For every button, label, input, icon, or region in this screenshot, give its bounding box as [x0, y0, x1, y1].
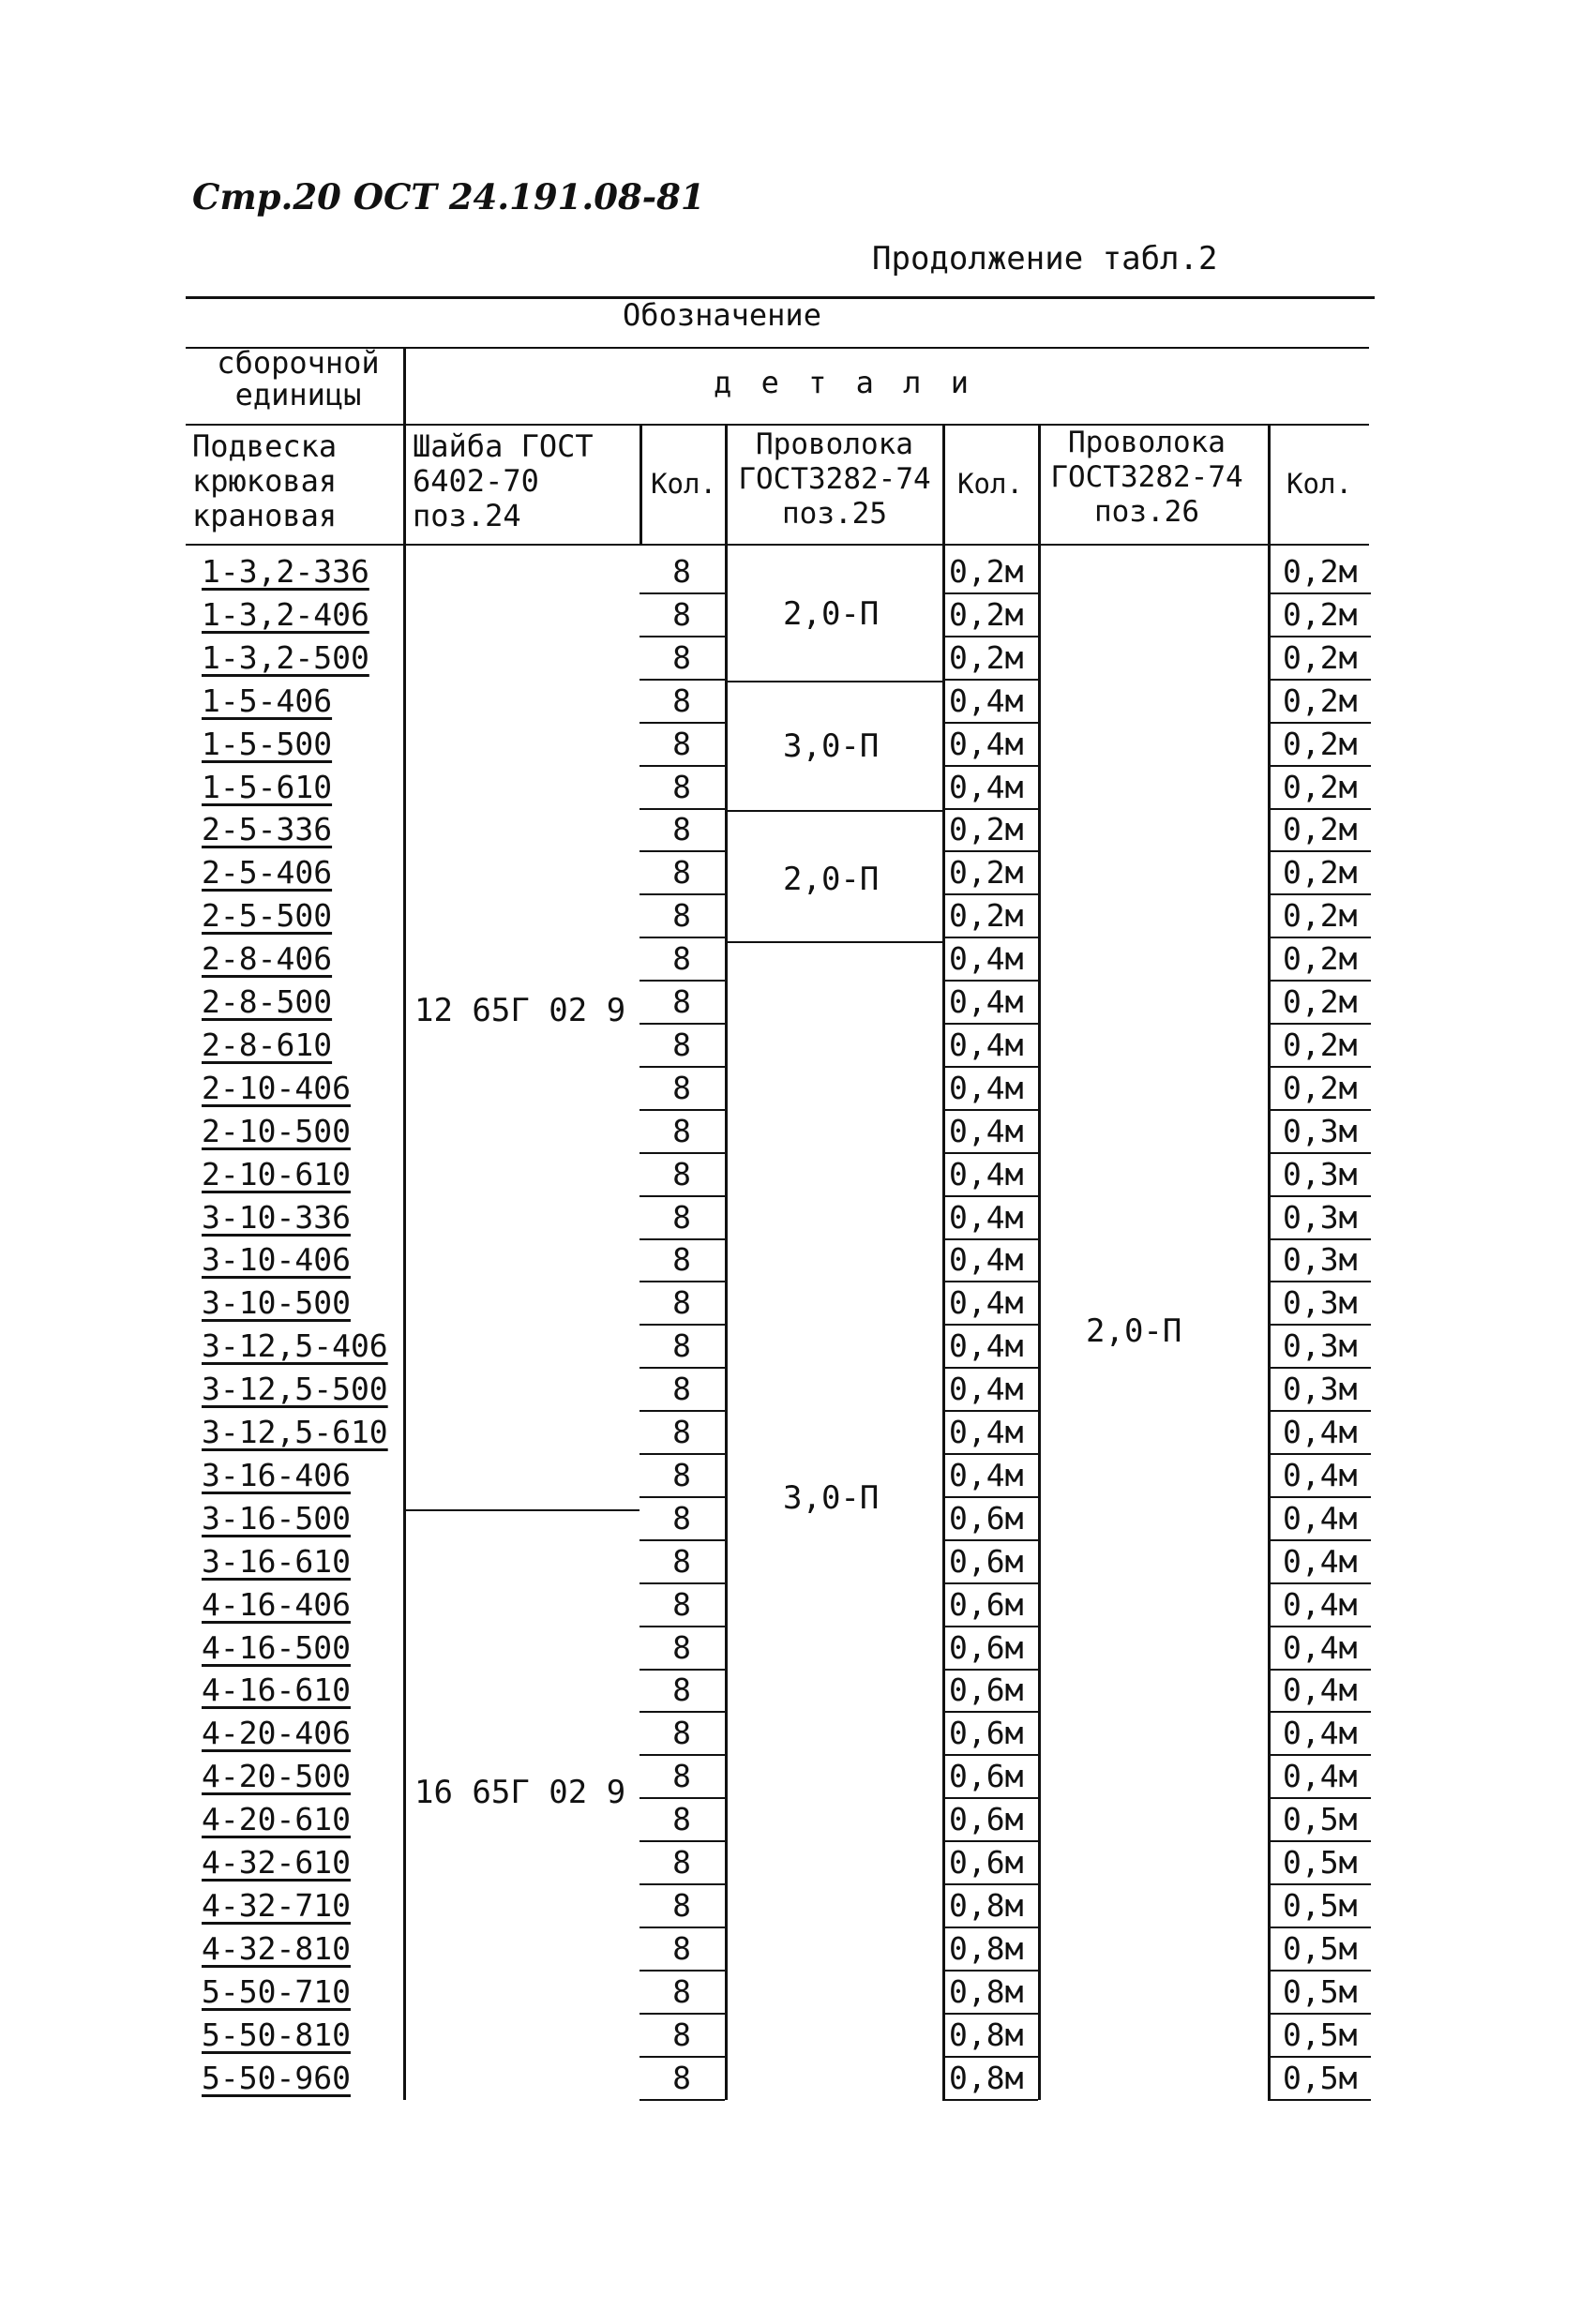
row-wire25-qty: 0,2м [949, 811, 1024, 847]
row-wire26-qty: 0,4м [1283, 1500, 1358, 1537]
row-cell-rule [1268, 1238, 1371, 1240]
row-cell-rule [1268, 1281, 1371, 1282]
row-wire26-qty: 0,3м [1283, 1327, 1358, 1364]
row-code: 3-16-610 [202, 1543, 351, 1580]
row-cell-rule [1268, 850, 1371, 852]
row-wire25-qty: 0,2м [949, 897, 1024, 934]
row-wire26-qty: 0,4м [1283, 1414, 1358, 1450]
row-wire26-qty: 0,5м [1283, 2060, 1358, 2096]
row-cell-rule [1268, 1754, 1371, 1756]
row-cell-rule [640, 2013, 725, 2015]
row-cell-rule [1268, 1453, 1371, 1455]
row-cell-rule [1268, 1367, 1371, 1369]
row-wire26-qty: 0,2м [1283, 897, 1358, 934]
row-cell-rule [640, 1023, 725, 1025]
row-wire25-qty: 0,4м [949, 682, 1024, 719]
row-wire25-qty: 0,4м [949, 1156, 1024, 1192]
row-code: 1-3,2-500 [202, 639, 369, 676]
wire25-group-divider-2 [725, 810, 942, 812]
row-qty: 8 [672, 1070, 691, 1106]
row-code: 1-3,2-406 [202, 596, 369, 633]
row-cell-rule [942, 2056, 1038, 2058]
row-wire26-qty: 0,2м [1283, 553, 1358, 590]
row-wire25-qty: 0,4м [949, 1027, 1024, 1063]
row-cell-rule [1268, 1496, 1371, 1498]
washer-group-divider [403, 1509, 640, 1511]
row-wire25-qty: 0,8м [949, 1887, 1024, 1924]
row-code: 3-16-406 [202, 1457, 351, 1493]
wire25-group-2: 3,0-П [783, 727, 880, 765]
row-wire25-qty: 0,6м [949, 1801, 1024, 1837]
row-cell-rule [1268, 1927, 1371, 1928]
row-cell-rule [640, 1152, 725, 1154]
wire25-group-4: 3,0-П [783, 1479, 880, 1517]
row-cell-rule [1268, 722, 1371, 724]
row-cell-rule [942, 850, 1038, 852]
row-wire25-qty: 0,4м [949, 1241, 1024, 1278]
row-cell-rule [1268, 1066, 1371, 1068]
row-wire25-qty: 0,6м [949, 1758, 1024, 1794]
divider-col6 [1268, 424, 1271, 2100]
row-cell-rule [942, 1453, 1038, 1455]
row-cell-rule [942, 1195, 1038, 1197]
row-cell-rule [942, 592, 1038, 594]
row-qty: 8 [672, 1027, 691, 1063]
row-cell-rule [1268, 1410, 1371, 1412]
page-header: Стр.20 ОСТ 24.191.08-81 [192, 176, 705, 217]
row-cell-rule [640, 765, 725, 767]
col-qty2-header: Кол. [957, 468, 1023, 500]
row-cell-rule [942, 1711, 1038, 1713]
row-qty: 8 [672, 854, 691, 891]
row-cell-rule [1268, 1669, 1371, 1671]
row-wire26-qty: 0,2м [1283, 682, 1358, 719]
row-cell-rule [942, 1367, 1038, 1369]
row-code: 2-5-336 [202, 811, 333, 847]
row-cell-rule [640, 1195, 725, 1197]
row-qty: 8 [672, 897, 691, 934]
divider-col5 [1038, 424, 1041, 2100]
row-wire25-qty: 0,4м [949, 1070, 1024, 1106]
row-wire26-qty: 0,5м [1283, 1844, 1358, 1881]
row-cell-rule [640, 1324, 725, 1326]
row-qty: 8 [672, 1327, 691, 1364]
row-qty: 8 [672, 1500, 691, 1537]
row-wire26-qty: 0,5м [1283, 1930, 1358, 1967]
row-cell-rule [640, 1797, 725, 1799]
row-cell-rule [942, 1669, 1038, 1671]
row-wire26-qty: 0,4м [1283, 1586, 1358, 1623]
row-cell-rule [942, 1754, 1038, 1756]
row-cell-rule [1268, 1626, 1371, 1627]
row-cell-rule [942, 1410, 1038, 1412]
col-assembly-subheader: Подвеска крюковая крановая [192, 428, 338, 533]
row-cell-rule [640, 808, 725, 810]
row-wire26-qty: 0,4м [1283, 1457, 1358, 1493]
row-cell-rule [942, 893, 1038, 895]
row-cell-rule [640, 850, 725, 852]
row-wire26-qty: 0,5м [1283, 1801, 1358, 1837]
row-cell-rule [640, 1109, 725, 1111]
row-cell-rule [640, 937, 725, 938]
row-cell-rule [640, 1626, 725, 1627]
row-wire25-qty: 0,4м [949, 983, 1024, 1020]
row-wire25-qty: 0,8м [949, 2060, 1024, 2096]
row-code: 2-5-406 [202, 854, 333, 891]
row-cell-rule [640, 1840, 725, 1842]
row-cell-rule [942, 1496, 1038, 1498]
row-code: 3-12,5-406 [202, 1327, 388, 1364]
row-qty: 8 [672, 2017, 691, 2053]
row-wire25-qty: 0,4м [949, 1371, 1024, 1407]
row-cell-rule [1268, 1883, 1371, 1885]
row-cell-rule [1268, 679, 1371, 681]
row-qty: 8 [672, 1113, 691, 1149]
row-wire25-qty: 0,4м [949, 1457, 1024, 1493]
col-wire26-header: Проволока ГОСТ3282-74 поз.26 [1050, 426, 1243, 529]
row-qty: 8 [672, 682, 691, 719]
row-code: 3-16-500 [202, 1500, 351, 1537]
row-cell-rule [1268, 592, 1371, 594]
row-code: 1-5-500 [202, 726, 333, 762]
row-wire26-qty: 0,4м [1283, 1715, 1358, 1751]
row-wire25-qty: 0,8м [949, 1973, 1024, 2010]
row-cell-rule [942, 1066, 1038, 1068]
row-code: 3-12,5-610 [202, 1414, 388, 1450]
row-code: 5-50-710 [202, 1973, 351, 2010]
row-qty: 8 [672, 726, 691, 762]
row-cell-rule [942, 1238, 1038, 1240]
row-code: 4-32-710 [202, 1887, 351, 1924]
row-wire25-qty: 0,6м [949, 1715, 1024, 1751]
row-qty: 8 [672, 1801, 691, 1837]
row-wire26-qty: 0,3м [1283, 1371, 1358, 1407]
row-wire25-qty: 0,6м [949, 1629, 1024, 1666]
row-cell-rule [942, 1927, 1038, 1928]
row-cell-rule [942, 808, 1038, 810]
row-cell-rule [1268, 1109, 1371, 1111]
row-cell-rule [640, 1281, 725, 1282]
row-code: 2-10-500 [202, 1113, 351, 1149]
row-cell-rule [1268, 1970, 1371, 1972]
row-qty: 8 [672, 1156, 691, 1192]
row-qty: 8 [672, 1414, 691, 1450]
row-wire26-qty: 0,5м [1283, 1973, 1358, 2010]
row-code: 3-10-406 [202, 1241, 351, 1278]
row-cell-rule [942, 679, 1038, 681]
row-wire26-qty: 0,5м [1283, 2017, 1358, 2053]
col-assembly-header: сборочной единицы [217, 345, 380, 412]
row-qty: 8 [672, 1715, 691, 1751]
row-wire26-qty: 0,3м [1283, 1241, 1358, 1278]
row-cell-rule [1268, 808, 1371, 810]
row-cell-rule [640, 679, 725, 681]
row-cell-rule [640, 2099, 725, 2101]
row-cell-rule [942, 1840, 1038, 1842]
row-qty: 8 [672, 1371, 691, 1407]
row-code: 1-5-406 [202, 682, 333, 719]
row-cell-rule [1268, 1195, 1371, 1197]
row-cell-rule [942, 1109, 1038, 1111]
row-cell-rule [1268, 765, 1371, 767]
row-wire26-qty: 0,2м [1283, 596, 1358, 633]
row-wire26-qty: 0,2м [1283, 726, 1358, 762]
row-qty: 8 [672, 1586, 691, 1623]
row-cell-rule [640, 636, 725, 637]
row-code: 3-12,5-500 [202, 1371, 388, 1407]
row-qty: 8 [672, 2060, 691, 2096]
row-wire26-qty: 0,3м [1283, 1156, 1358, 1192]
row-cell-rule [640, 893, 725, 895]
wire25-group-1: 2,0-П [783, 595, 880, 633]
row-qty: 8 [672, 1973, 691, 2010]
row-code: 1-3,2-336 [202, 553, 369, 590]
row-cell-rule [1268, 1840, 1371, 1842]
row-cell-rule [640, 1066, 725, 1068]
row-cell-rule [640, 1410, 725, 1412]
row-cell-rule [1268, 1582, 1371, 1584]
row-code: 2-5-500 [202, 897, 333, 934]
row-wire25-qty: 0,4м [949, 1327, 1024, 1364]
row-wire26-qty: 0,4м [1283, 1543, 1358, 1580]
row-qty: 8 [672, 639, 691, 676]
row-wire25-qty: 0,4м [949, 1199, 1024, 1236]
row-code: 4-20-500 [202, 1758, 351, 1794]
divider-col1 [403, 347, 406, 2100]
row-cell-rule [1268, 937, 1371, 938]
row-code: 4-16-406 [202, 1586, 351, 1623]
row-qty: 8 [672, 811, 691, 847]
row-qty: 8 [672, 1543, 691, 1580]
row-cell-rule [640, 1238, 725, 1240]
row-code: 5-50-960 [202, 2060, 351, 2096]
row-cell-rule [942, 1281, 1038, 1282]
row-cell-rule [942, 1883, 1038, 1885]
row-cell-rule [942, 1539, 1038, 1541]
row-qty: 8 [672, 940, 691, 977]
row-qty: 8 [672, 769, 691, 805]
row-wire26-qty: 0,5м [1283, 1887, 1358, 1924]
row-wire26-qty: 0,2м [1283, 769, 1358, 805]
row-cell-rule [942, 722, 1038, 724]
row-cell-rule [1268, 1797, 1371, 1799]
row-cell-rule [942, 1626, 1038, 1627]
row-cell-rule [942, 1797, 1038, 1799]
row-wire26-qty: 0,3м [1283, 1284, 1358, 1321]
row-wire25-qty: 0,4м [949, 1113, 1024, 1149]
row-cell-rule [640, 592, 725, 594]
row-cell-rule [640, 1582, 725, 1584]
row-wire26-qty: 0,2м [1283, 639, 1358, 676]
row-code: 4-16-610 [202, 1672, 351, 1708]
row-wire25-qty: 0,2м [949, 639, 1024, 676]
col-washer-header: Шайба ГОСТ 6402-70 поз.24 [413, 428, 594, 533]
continuation-label: Продолжение табл.2 [872, 240, 1218, 277]
row-wire26-qty: 0,2м [1283, 811, 1358, 847]
row-wire25-qty: 0,6м [949, 1586, 1024, 1623]
row-wire26-qty: 0,3м [1283, 1113, 1358, 1149]
row-wire26-qty: 0,4м [1283, 1629, 1358, 1666]
row-wire25-qty: 0,4м [949, 1414, 1024, 1450]
row-code: 4-32-810 [202, 1930, 351, 1967]
row-cell-rule [1268, 2099, 1371, 2101]
row-wire26-qty: 0,2м [1283, 854, 1358, 891]
row-cell-rule [942, 980, 1038, 982]
row-cell-rule [640, 1970, 725, 1972]
row-cell-rule [1268, 2013, 1371, 2015]
row-cell-rule [942, 937, 1038, 938]
row-qty: 8 [672, 596, 691, 633]
row-qty: 8 [672, 1672, 691, 1708]
row-code: 2-8-406 [202, 940, 333, 977]
wire25-group-divider-1 [725, 681, 942, 682]
row-qty: 8 [672, 1241, 691, 1278]
row-cell-rule [1268, 2056, 1371, 2058]
row-cell-rule [942, 1152, 1038, 1154]
row-wire26-qty: 0,2м [1283, 1070, 1358, 1106]
row-wire25-qty: 0,4м [949, 1284, 1024, 1321]
table-title: Обозначение [623, 297, 821, 333]
row-qty: 8 [672, 983, 691, 1020]
row-qty: 8 [672, 1930, 691, 1967]
row-code: 4-16-500 [202, 1629, 351, 1666]
divider-col3 [725, 424, 728, 2100]
row-wire25-qty: 0,8м [949, 2017, 1024, 2053]
divider-col4 [942, 424, 945, 2100]
row-wire26-qty: 0,2м [1283, 1027, 1358, 1063]
row-code: 3-10-500 [202, 1284, 351, 1321]
table-header-bottom-rule [186, 544, 1369, 546]
row-cell-rule [1268, 980, 1371, 982]
row-cell-rule [640, 1711, 725, 1713]
row-code: 4-32-610 [202, 1844, 351, 1881]
washer-group-1: 12 65Г 02 9 [414, 992, 626, 1029]
row-cell-rule [640, 1754, 725, 1756]
col-wire25-header: Проволока ГОСТ3282-74 поз.25 [738, 427, 931, 531]
row-code: 2-8-610 [202, 1027, 333, 1063]
row-qty: 8 [672, 1199, 691, 1236]
row-cell-rule [640, 1669, 725, 1671]
row-cell-rule [942, 1582, 1038, 1584]
row-cell-rule [640, 1927, 725, 1928]
row-code: 5-50-810 [202, 2017, 351, 2053]
row-qty: 8 [672, 1284, 691, 1321]
col-qty3-header: Кол. [1287, 468, 1352, 500]
row-wire26-qty: 0,3м [1283, 1199, 1358, 1236]
row-wire26-qty: 0,2м [1283, 940, 1358, 977]
row-code: 2-10-610 [202, 1156, 351, 1192]
col-details-header: д е т а л и [714, 365, 974, 400]
row-wire26-qty: 0,4м [1283, 1758, 1358, 1794]
row-cell-rule [942, 1970, 1038, 1972]
row-qty: 8 [672, 1758, 691, 1794]
wire25-group-divider-3 [725, 941, 942, 943]
row-wire26-qty: 0,4м [1283, 1672, 1358, 1708]
wire26-value: 2,0-П [1086, 1312, 1182, 1350]
row-cell-rule [1268, 1324, 1371, 1326]
wire25-group-3: 2,0-П [783, 861, 880, 898]
row-cell-rule [1268, 1023, 1371, 1025]
divider-col2-header [640, 424, 642, 544]
row-cell-rule [1268, 1539, 1371, 1541]
row-qty: 8 [672, 1629, 691, 1666]
row-cell-rule [640, 1496, 725, 1498]
row-wire25-qty: 0,2м [949, 553, 1024, 590]
row-cell-rule [640, 1539, 725, 1541]
row-wire25-qty: 0,6м [949, 1672, 1024, 1708]
row-cell-rule [640, 1883, 725, 1885]
row-code: 4-20-406 [202, 1715, 351, 1751]
row-qty: 8 [672, 1844, 691, 1881]
row-wire25-qty: 0,6м [949, 1500, 1024, 1537]
row-qty: 8 [672, 553, 691, 590]
row-cell-rule [942, 1023, 1038, 1025]
row-code: 2-10-406 [202, 1070, 351, 1106]
row-wire25-qty: 0,4м [949, 726, 1024, 762]
row-cell-rule [942, 765, 1038, 767]
row-wire25-qty: 0,2м [949, 596, 1024, 633]
row-cell-rule [1268, 1711, 1371, 1713]
row-cell-rule [942, 2013, 1038, 2015]
row-wire25-qty: 0,6м [949, 1844, 1024, 1881]
row-cell-rule [640, 722, 725, 724]
row-cell-rule [942, 2099, 1038, 2101]
row-wire25-qty: 0,6м [949, 1543, 1024, 1580]
row-wire25-qty: 0,4м [949, 940, 1024, 977]
row-wire25-qty: 0,8м [949, 1930, 1024, 1967]
row-wire25-qty: 0,4м [949, 769, 1024, 805]
row-cell-rule [640, 2056, 725, 2058]
row-cell-rule [1268, 636, 1371, 637]
row-code: 2-8-500 [202, 983, 333, 1020]
col-qty1-header: Кол. [651, 468, 716, 500]
row-code: 4-20-610 [202, 1801, 351, 1837]
row-qty: 8 [672, 1887, 691, 1924]
row-qty: 8 [672, 1457, 691, 1493]
row-cell-rule [1268, 1152, 1371, 1154]
row-code: 1-5-610 [202, 769, 333, 805]
row-wire26-qty: 0,2м [1283, 983, 1358, 1020]
row-cell-rule [942, 636, 1038, 637]
row-code: 3-10-336 [202, 1199, 351, 1236]
row-cell-rule [942, 1324, 1038, 1326]
row-cell-rule [1268, 893, 1371, 895]
row-cell-rule [640, 1367, 725, 1369]
row-wire25-qty: 0,2м [949, 854, 1024, 891]
row-cell-rule [640, 1453, 725, 1455]
washer-group-2: 16 65Г 02 9 [414, 1774, 626, 1811]
row-cell-rule [640, 980, 725, 982]
